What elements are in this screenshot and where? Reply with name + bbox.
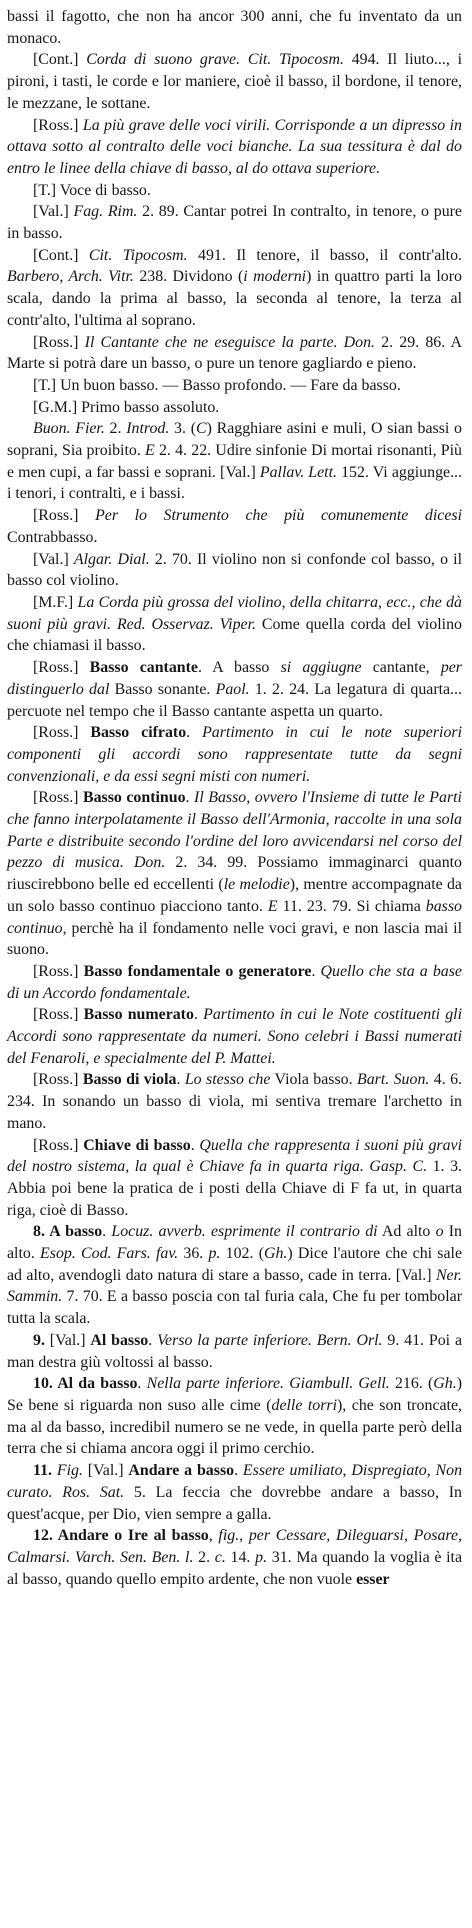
entry-paragraph [7,49,462,114]
quote-text: 2. 4. 22. Udire sinfonie Di mortai risonanti, Più e men cupi, a far bassi e soprani. [Val.] [7,442,462,481]
quote-text: cantante, [361,659,441,677]
quote-text: ) in quattro parti la loro scala, dando la prima al basso, la seconda al tenore, la terza al contr'alto, l'ultima al soprano. [7,268,462,329]
definition-text: Quella che rappresenta i suoni più gravi del nostro sistema, la qual è Chiave fa in quarta riga. Gasp. C. [7,1136,462,1176]
quote-text: 102. ( [220,1245,264,1263]
citation-ref: Paol. [215,680,250,698]
source-tag: [Ross.] [33,116,83,134]
source-tag: [Ross.] [33,1071,83,1089]
quote-text: . [148,1331,158,1349]
quote-text: 2. [193,1548,215,1566]
quote-text: ) Se bene si riguarda non suso alle cime ( [7,1375,462,1414]
citation-ref: C [196,420,207,438]
source-tag: [Ross.] [33,1006,84,1024]
quote-text: . [176,1071,185,1089]
quote-text: ), che son troncate, ma al da basso, incredibil numero se ne vede, in quella parte però della terra che si chiama ancora oggi il primo cerchio. [7,1397,462,1458]
entry-paragraph [7,397,462,419]
quote-text: 491. Il tenore, il basso, il contr'alto. [187,246,462,264]
definition-text: o [435,1223,444,1241]
quote-text: In alto. [7,1223,463,1263]
definition-text: Partimento in cui le Note costituenti gli Accordi sono rappresentate da numeri. Sono celebri i Bassi numerati del Fenaroli, e specialmente del P. Mattei. [7,1006,462,1067]
quote-text: 2. 34. 99. Possiamo immaginarci quanto riuscirebbono belle ed eccellenti ( [7,854,462,894]
quote-text: 2. 89. Cantar potrei In contralto, in tenore, o pure in basso. [7,203,462,243]
quote-text: [Val.] [82,1462,129,1480]
citation-ref: Ner. Sammin. [7,1266,462,1306]
definition-text: La Corda più grossa del violino, della chitarra, ecc., che dà suoni più gravi. Red. Osservaz. Viper. [7,593,462,633]
source-tag: [T.] [33,181,60,199]
lemma-heading: Al basso [90,1331,149,1349]
definition-text: Lo stesso che [184,1071,271,1089]
source-tag: [Ross.] [33,1136,84,1154]
lemma-heading: esser [356,1570,390,1588]
citation-ref: i moderni [243,268,307,286]
quote-text: . [193,1006,204,1024]
entry-paragraph [7,1004,462,1069]
quote-text: 4. 6. 234. In sonando un basso di viola, mi sentiva tremare l'archetto in mano. [7,1071,463,1132]
citation-ref: Buon. Fier. [33,420,105,438]
lemma-heading: 10. Al da basso [33,1375,138,1393]
entry-paragraph [7,505,462,548]
quote-text: 152. Vi aggiunge... i tenori, i contralti, e i bassi. [7,463,462,503]
entry-paragraph [7,1221,462,1330]
entry-paragraph [7,332,462,375]
citation-ref: c. [214,1548,226,1566]
quote-text: . A basso [197,659,281,677]
citation-ref: Barbero, Arch. Vitr. [7,268,134,286]
citation-ref: basso continuo [7,897,462,937]
definition-text: Verso la parte inferiore. Bern. Orl. [157,1331,383,1349]
quote-text: 1. 3. Abbia poi bene la pratica de i posti della Chiave di F fa ut, in quarta riga, cioè di Basso. [7,1158,463,1219]
quote-text: 31. Ma quando la voglia è ita al basso, quando quello empito ardente, che non vuole [7,1548,462,1588]
definition-text: Nella parte inferiore. Giambull. Gell. [146,1375,390,1393]
quote-text: , perchè ha il fondamento nelle voci gravi, e non lascia mai il suono. [7,919,462,959]
quote-text: Viola basso. [270,1071,357,1089]
quote-text: 494. Il liuto..., i pironi, i tasti, le corde e lor maniere, cioè il basso, il bordone, il tenore, le mezzane, le sottane. [7,51,462,112]
source-tag: [Ross.] [33,724,91,742]
entry-paragraph [7,1330,462,1373]
lemma-heading: Basso cifrato [90,724,187,742]
quote-text: . [311,962,321,980]
quote-text: 3. ( [169,420,196,438]
definition-text: Per lo Strumento che più comunemente dicesi [95,507,462,525]
source-tag: [Ross.] [33,789,83,807]
definition-text: La più grave delle voci virili. Corrisponde a un dipresso in ottava sotto al contralto delle voci bianche. La sua tessitura è dal do entro le linee della chiave di basso, al do ottava superiore. [7,116,462,177]
lemma-heading: 12. Andare o Ire al basso [33,1527,209,1545]
entry-paragraph [7,201,462,244]
quote-text: Contrabbasso. [7,528,98,546]
lemma-heading: 9. [33,1331,45,1349]
citation-ref: Bart. Suon. [356,1071,430,1089]
definition-text: Partimento in cui le note superiori componenti gli accordi sono rappresentate tutte da segni convenzionali, e da essi segni misti con numeri. [7,724,463,785]
quote-text: [Val.] [44,1331,91,1349]
quote-text: 5. La feccia che dovrebbe andare a basso, In quest'acque, per Dio, vien sempre a galla. [7,1483,462,1523]
entry-paragraph [7,657,462,722]
quote-text: ) Ragghiare asini e muli, O sian bassi o soprani, Sia proibito. [7,420,463,460]
quote-text: Un buon basso. — Basso profondo. — Fare da basso. [60,376,401,394]
entry-paragraph [7,1373,462,1460]
definition-text: Locuz. avverb. esprimente il contrario di [111,1223,378,1241]
quote-text: ), mentre accompagnate da un solo basso continuo piacciono tanto. [7,876,462,915]
source-tag: [Val.] [33,550,74,568]
entry-paragraph [7,418,462,505]
quote-text: 2. 70. Il violino non si confonde col basso, o il basso col violino. [7,550,462,590]
entry-paragraph [7,115,462,180]
source-tag: [Cont.] [33,51,87,69]
citation-ref: p. [208,1245,221,1263]
quote-text: . [137,1375,147,1393]
citation-ref: Introd. [126,420,170,438]
quote-text: Come quella corda del violino che chiamasi il basso. [7,615,462,655]
definition-text: Il Cantante che ne eseguisce la parte. Don. [84,333,376,351]
quote-text: Primo basso assoluto. [81,398,220,416]
quote-text: Ad alto [377,1223,436,1241]
entry-paragraph [7,787,462,961]
definition-text: si aggiugne [280,659,362,677]
entry-paragraph [7,1525,462,1590]
quote-text: 2. [104,420,127,438]
entry-paragraph [7,961,462,1004]
source-tag: [T.] [33,376,61,394]
quote-text: 7. 70. E a basso poscia con tal furia cala, Che fu per tombolar tutta la scala. [7,1288,462,1328]
lemma-heading: 8. A basso [33,1223,103,1241]
lemma-heading: Basso cantante [89,659,198,677]
source-tag: [Ross.] [33,507,96,525]
citation-ref: Algar. Dial. [73,550,150,568]
quote-text: . [234,1462,243,1480]
quote-text: Voce di basso. [59,181,151,199]
citation-ref: E [267,897,278,915]
citation-ref: p. [255,1548,268,1566]
entry-paragraph [7,549,462,592]
entry-paragraph [7,722,462,787]
citation-ref: Fig. [56,1462,83,1480]
citation-ref: Pallav. Lett. [259,463,337,481]
quote-text: . [190,1136,200,1154]
quote-text: 2. 29. 86. A Marte si potrà dare un basso, o pure un tenore gagliardo e pieno. [7,333,462,373]
quote-text: 238. Dividono ( [133,268,244,286]
citation-ref: Esop. Cod. Fars. fav. [40,1245,179,1263]
entry-paragraph [7,592,462,657]
quote-text: , [208,1527,219,1545]
quote-text: . [186,724,203,742]
entry-paragraph [7,375,462,397]
lemma-heading: Basso numerato [83,1006,194,1024]
source-tag: [G.M.] [33,398,82,416]
citation-ref: Gh. [433,1375,457,1393]
source-tag: [Ross.] [33,333,85,351]
definition-text: Essere umiliato, Dispregiato, Non curato. Ros. Sat. [7,1462,463,1501]
quote-text: Basso sonante. [109,680,216,698]
source-tag: [Ross.] [33,659,90,677]
lemma-heading: Basso continuo [83,789,186,807]
citation-ref: delle torri [271,1397,338,1414]
lemma-heading: Chiave di basso [83,1136,191,1154]
citation-ref: Cit. Tipocosm. [88,246,188,264]
quote-text: bassi il fagotto, che non ha ancor 300 anni, che fu inventato da un monaco. [7,8,462,47]
definition-text: Corda di suono grave. Cit. Tipocosm. [86,51,344,69]
lemma-heading: 11. [33,1462,52,1480]
quote-text: . [102,1223,112,1241]
citation-ref: E [145,442,155,460]
definition-text: fig., per Cessare, Dileguarsi, Posare, Calmarsi. Varch. Sen. Ben. l. [7,1527,463,1566]
citation-ref: Gh. [264,1245,288,1263]
source-tag: [Cont.] [33,246,89,264]
definition-text: per distinguerlo dal [7,659,462,698]
entry-paragraph [7,180,462,202]
entry-paragraph [7,245,462,332]
source-tag: [Val.] [33,203,74,221]
quote-text: 14. [225,1548,256,1566]
quote-text: 11. 23. 79. Si chiama [277,897,426,915]
lemma-heading: Andare a basso [128,1462,235,1480]
quote-text: 36. [178,1245,209,1263]
source-tag: [Ross.] [33,962,84,980]
quote-text: . [185,789,195,807]
entry-paragraph [7,1135,462,1222]
definition-text: Il Basso, ovvero l'Insieme di tutte le Parti che fanno interpolatamente il Basso dell'Armonia, raccolte in una sola Parte e distribuite secondo l'ordine del loro avvicendarsi nel corso del pezzo di musica. Don. [7,789,462,872]
citation-ref: le melodie [223,876,290,894]
quote-text: 1. 2. 24. La legatura di quarta... percuote nel tempo che il Basso cantante aspetta un quarto. [7,680,463,720]
quote-text: ) Dice l'autore che chi sale ad alto, avendogli dato natura di stare a basso, cade in terra. [Val.] [7,1245,463,1284]
entry-paragraph [7,6,462,49]
citation-ref: Fag. Rim. [73,203,138,221]
entry-paragraph [7,1069,462,1134]
source-tag: [M.F.] [33,593,78,611]
lemma-heading: Basso fondamentale o generatore [83,962,312,980]
definition-text: Quello che sta a base di un Accordo fondamentale. [7,962,462,1002]
quote-text: 9. 41. Poi a man destra giù voltossi al basso. [7,1331,462,1371]
entry-paragraph [7,1460,462,1525]
lemma-heading: Basso di viola [82,1071,177,1089]
quote-text: 216. ( [389,1375,434,1393]
